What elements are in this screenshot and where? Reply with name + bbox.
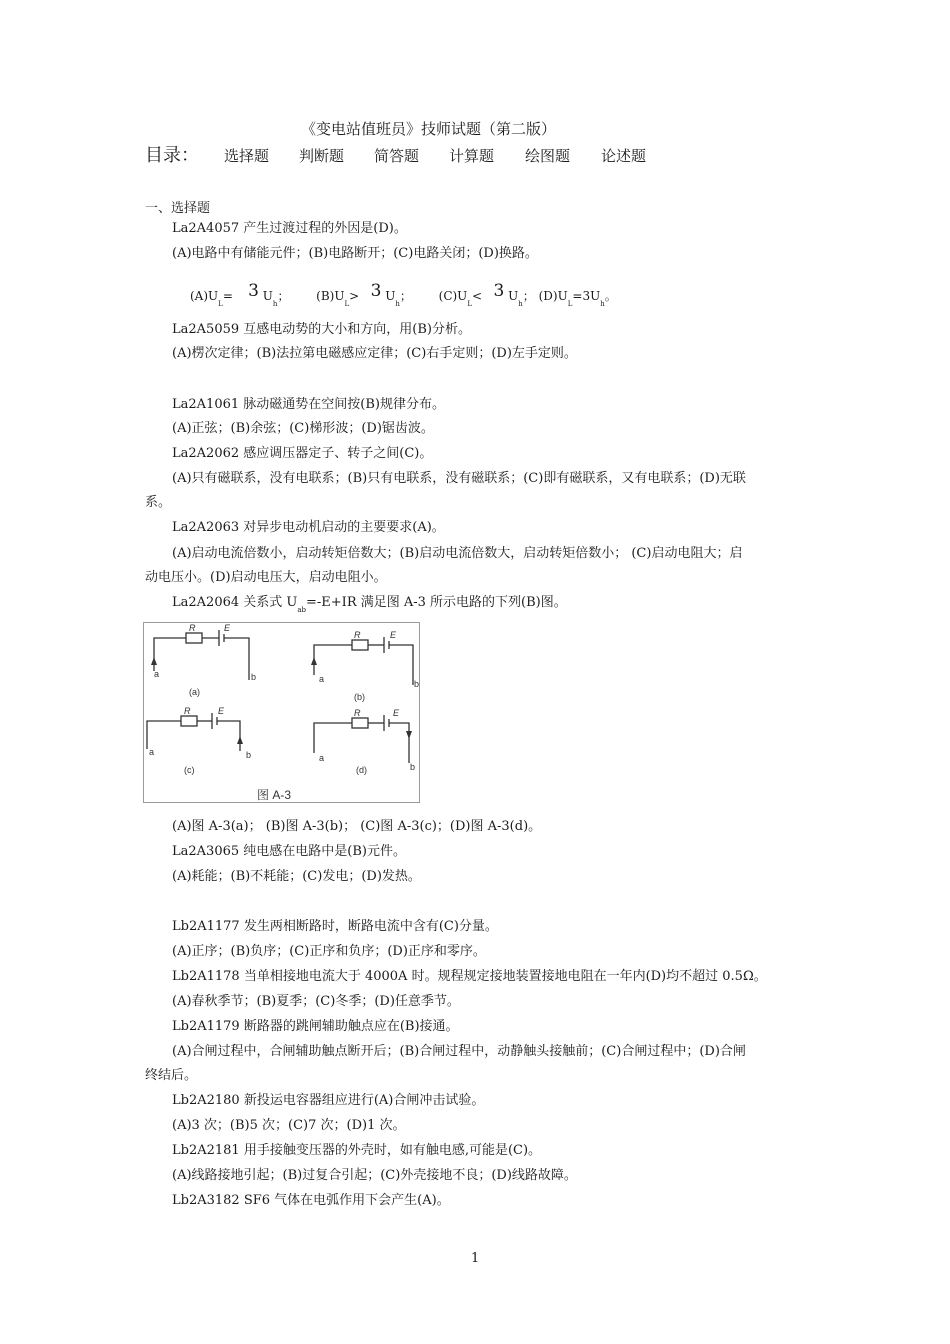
- terminal-b: b: [251, 672, 257, 682]
- question-line: La2A2063 对异步电动机启动的主要要求(A)。: [172, 520, 445, 535]
- terminal-b: b: [246, 750, 252, 760]
- question-line: Lb2A1177 发生两相断路时，断路电流中含有(C)分量。: [172, 919, 498, 934]
- question-line: Lb2A2180 新投运电容器组应进行(A)合闸冲击试验。: [172, 1093, 485, 1108]
- toc-item-judge[interactable]: 判断题: [299, 147, 345, 165]
- section-heading: 一、选择题: [145, 201, 211, 216]
- formula-options-line: [190, 281, 617, 308]
- terminal-b: b: [414, 679, 419, 689]
- options-line: (A)楞次定律；(B)法拉第电磁感应定律；(C)右手定则；(D)左手定则。: [172, 346, 577, 361]
- terminal-a: a: [149, 747, 155, 757]
- label-r: R: [189, 623, 196, 633]
- toc-label: 目录：: [145, 145, 199, 166]
- question-line: Lb2A3182 SF6 气体在电弧作用下会产生(A)。: [172, 1193, 450, 1208]
- question-line: La2A1061 脉动磁通势在空间按(B)规律分布。: [172, 397, 445, 412]
- label-e: E: [218, 706, 225, 716]
- options-line: (A)图 A-3(a)； (B)图 A-3(b)； (C)图 A-3(c)；(D)图 A-3(d)。: [172, 819, 542, 834]
- options-line: (A)电路中有储能元件；(B)电路断开；(C)电路关闭；(D)换路。: [172, 246, 538, 261]
- options-line: (A)启动电流倍数小，启动转矩倍数大；(B)启动电流倍数大，启动转矩倍数小； (C)启动电阻大；启: [172, 546, 743, 561]
- terminal-b: b: [410, 762, 416, 772]
- question-line: La2A2062 感应调压器定子、转子之间(C)。: [172, 446, 433, 461]
- formula-a: $(A)U_L=$ 3 $U_h$；: [190, 281, 290, 308]
- question-line: Lb2A2181 用手接触变压器的外壳时，如有触电感,可能是(C)。: [172, 1143, 542, 1158]
- terminal-a: a: [319, 674, 325, 684]
- terminal-a: a: [319, 753, 325, 763]
- label-e: E: [390, 630, 397, 640]
- options-line: (A)耗能；(B)不耗能；(C)发电；(D)发热。: [172, 869, 421, 884]
- options-line: (A)春秋季节；(B)夏季；(C)冬季；(D)任意季节。: [172, 994, 460, 1009]
- options-line: (A)只有磁联系，没有电联系；(B)只有电联系，没有磁联系；(C)即有磁联系，又有电联系；(D)无联: [172, 471, 746, 486]
- label-e: E: [224, 623, 231, 633]
- toc-item-essay[interactable]: 论述题: [601, 147, 647, 165]
- toc-item-short-answer[interactable]: 简答题: [374, 147, 420, 165]
- figure-caption: 图 A-3: [257, 788, 292, 802]
- panel-tag: (b): [354, 692, 365, 702]
- question-line: La2A4057 产生过渡过程的外因是(D)。: [172, 221, 407, 236]
- arrow-icon: [237, 736, 243, 744]
- panel-tag: (c): [184, 765, 195, 775]
- label-r: R: [184, 706, 191, 716]
- options-line: (A)合闸过程中，合闸辅助触点断开后；(B)合闸过程中，动静触头接触前；(C)合闸过程中；(D)合闸: [172, 1044, 746, 1059]
- question-line: La2A2064 关系式 $U_{ab}=-E+IR$ 满足图 A-3 所示电路的下列(B)图。: [172, 595, 567, 614]
- options-line: (A)正序；(B)负序；(C)正序和负序；(D)正序和零序。: [172, 944, 486, 959]
- options-line-continued: 系。: [145, 495, 172, 510]
- options-line-continued: 终结后。: [145, 1068, 198, 1083]
- formula-d: $(D)U_L=3U_h$。: [538, 289, 617, 308]
- question-line: La2A3065 纯电感在电路中是(B)元件。: [172, 844, 406, 859]
- arrow-icon: [311, 657, 317, 665]
- arrow-icon: [406, 731, 412, 739]
- toc-item-drawing[interactable]: 绘图题: [525, 147, 571, 165]
- label-r: R: [354, 630, 361, 640]
- panel-tag: (a): [189, 687, 200, 697]
- toc-item-calculation[interactable]: 计算题: [449, 147, 495, 165]
- options-line: (A)正弦；(B)余弦；(C)梯形波；(D)锯齿波。: [172, 421, 434, 436]
- document-title: 《变电站值班员》技师试题（第二版）: [301, 120, 557, 138]
- page-number: 1: [471, 1251, 480, 1266]
- arrow-icon: [151, 657, 157, 665]
- options-line: (A)3 次；(B)5 次；(C)7 次；(D)1 次。: [172, 1118, 406, 1133]
- toc-item-choice[interactable]: 选择题: [224, 147, 270, 165]
- question-line: La2A5059 互感电动势的大小和方向，用(B)分析。: [172, 322, 471, 337]
- question-line: Lb2A1179 断路器的跳闸辅助触点应在(B)接通。: [172, 1019, 459, 1034]
- options-line-continued: 动电压小。(D)启动电压大，启动电阻小。: [145, 570, 387, 585]
- circuit-diagram: [144, 623, 419, 802]
- terminal-a: a: [154, 669, 160, 679]
- label-r: R: [354, 708, 361, 718]
- figure-a3: [143, 622, 420, 803]
- formula-c: $(C)U_L<$ 3 $U_h$；: [438, 281, 535, 308]
- label-e: E: [393, 708, 400, 718]
- options-line: (A)线路接地引起；(B)过复合引起；(C)外壳接地不良；(D)线路故障。: [172, 1168, 577, 1183]
- panel-tag: (d): [356, 765, 367, 775]
- question-line: Lb2A1178 当单相接地电流大于 4000A 时。规程规定接地装置接地电阻在一年内(D)均不超过 0.5Ω。: [172, 969, 767, 984]
- formula-b: $(B)U_L>$ 3 $U_h$；: [316, 281, 412, 308]
